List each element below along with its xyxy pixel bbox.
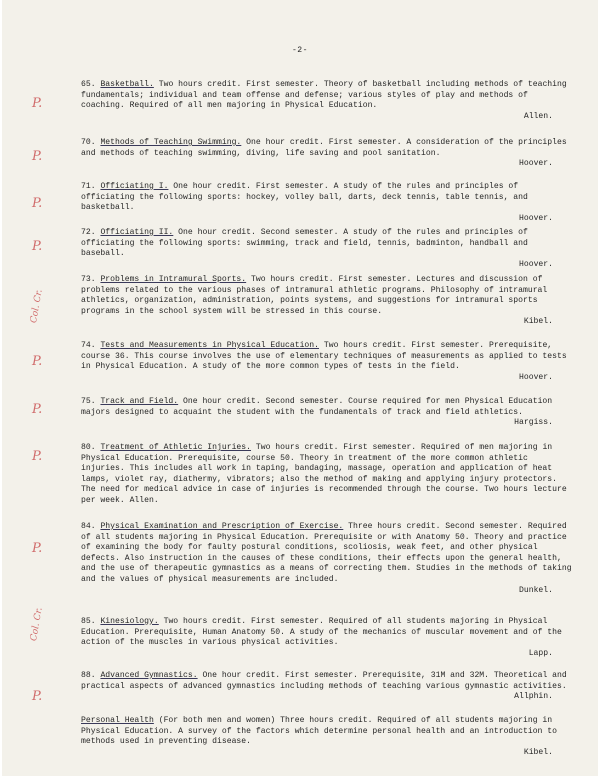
course-description: Two hours credit. First semester. Lectures and discussion of problems related to the various phases of intramural athletic programs. Philosophy of intramural athletics, organization, administration, points systems, and suggestions for intramural sports programs in the school system will be stressed in this course.	[81, 275, 548, 316]
course-entry	[81, 522, 573, 596]
course-entry	[81, 617, 573, 659]
margin-mark: Col. Cr.	[28, 288, 45, 324]
course-title: Physical Examination and Prescription of Exercise.	[100, 522, 344, 531]
course-title: Treatment of Athletic Injuries.	[100, 443, 252, 452]
margin-mark: P.	[32, 196, 43, 211]
course-number: 84.	[81, 522, 96, 531]
course-number: 71.	[81, 182, 96, 191]
course-instructor: Kibel.	[523, 317, 553, 327]
margin-mark: P.	[32, 96, 43, 111]
margin-mark: Col. Cr.	[28, 606, 45, 642]
course-entry	[81, 397, 573, 429]
margin-mark: P.	[32, 402, 43, 417]
margin-mark: P.	[32, 541, 43, 556]
course-title: Track and Field.	[100, 397, 179, 406]
course-number: 73.	[81, 275, 96, 284]
course-number: 72.	[81, 228, 96, 237]
document-page	[2, 0, 598, 776]
course-entry	[81, 182, 573, 224]
course-description: One hour credit. Second semester. A study of the rules and principles of officiating the following sports: swimming, track and field, tennis, badminton, handball and baseball.	[81, 228, 528, 259]
course-entry	[81, 443, 573, 507]
course-description: One hour credit. First semester. A consideration of the principles and methods of teaching swimming, diving, life saving and pool sanitation.	[81, 138, 567, 158]
margin-mark: P.	[32, 449, 43, 464]
course-entry	[81, 275, 573, 328]
margin-mark: P.	[32, 149, 43, 164]
course-instructor: Hoover.	[519, 372, 553, 382]
margin-mark: P.	[32, 689, 43, 704]
course-instructor: Hoover.	[519, 213, 553, 223]
course-title: Advanced Gymnastics.	[100, 671, 198, 680]
course-title: Methods of Teaching Swimming.	[100, 138, 242, 147]
course-title: Personal Health	[81, 716, 154, 725]
course-instructor: Dunkel.	[519, 585, 553, 595]
course-description: Two hours credit. First semester. Prerequisite, course 36. This course involves the use of elementary techniques of measurements as applied to tests in Physical Education. A study of the more common types of tests in the field.	[81, 341, 567, 372]
course-description: (For both men and women) Three hours credit. Required of all students majoring in Physical Education. A survey of the factors which determine personal health and an introduction to methods used in preventing disease.	[81, 716, 557, 747]
course-entry	[81, 716, 573, 758]
course-instructor: Hoover.	[519, 259, 553, 269]
course-instructor: Allen.	[523, 111, 553, 121]
course-title: Kinesiology.	[100, 617, 159, 626]
course-entry	[81, 341, 573, 383]
course-number: 74.	[81, 341, 96, 350]
course-instructor: Allphin.	[514, 692, 553, 702]
course-entry	[81, 138, 573, 170]
course-entry	[81, 671, 573, 703]
course-description: Two hours credit. First semester. Required of men majoring in Physical Education. Prerequisite, course 50. Theory in treatment of the more common athletic injuries. This includes all work in taping, bandaging, massage, operation and application of heat lamps, violet ray, diathermy, vibrators; also the method of making and applying injury protectors. The need for medical advice in case of injuries is recommended through the course. Two hours lecture per week. Allen.	[81, 443, 567, 505]
course-entry	[81, 80, 573, 122]
course-description: Two hours credit. First semester. Required of all students majoring in Physical Education. Prerequisite, Human Anatomy 50. A study of the mechanics of muscular movement and of the action of the muscles in various physical activities.	[81, 617, 562, 648]
course-number: 85.	[81, 617, 96, 626]
course-title: Basketball.	[100, 80, 154, 89]
course-title: Tests and Measurements in Physical Education.	[100, 341, 320, 350]
page-number: -2-	[291, 46, 309, 55]
margin-mark: P.	[32, 354, 43, 369]
course-description: One hour credit. First semester. Prerequisite, 31M and 32M. Theoretical and practical aspects of advanced gymnastics including methods of teaching various gymnastic activities.	[81, 671, 567, 691]
course-description: Three hours credit. Second semester. Required of all students majoring in Physical Education. Prerequisite or with Anatomy 50. Theory and practice of examining the body for faulty postural conditions, scoliosis, weak feet, and other physical defects. Also instruction in the causes of these conditions, their effects upon the general health, and the use of therapeutic gymnastics as a means of correcting them. Studies in the methods of taking and the values of physical measurements are included.	[81, 522, 572, 584]
margin-mark: P.	[32, 239, 43, 254]
course-number: 88.	[81, 671, 96, 680]
course-number: 65.	[81, 80, 96, 89]
course-description: Two hours credit. First semester. Theory of basketball including methods of teaching fundamentals; individual and team offense and defense; various styles of play and methods of coaching. Required of all men majoring in Physical Education.	[81, 80, 567, 111]
course-instructor: Hoover.	[519, 159, 553, 169]
course-description: One hour credit. First semester. A study of the rules and principles of officiating the following sports: hockey, volley ball, darts, deck tennis, table tennis, and basketball.	[81, 182, 528, 213]
course-title: Officiating I.	[100, 182, 169, 191]
course-number: 70.	[81, 138, 96, 147]
course-number: 75.	[81, 397, 96, 406]
course-instructor: Kibel.	[523, 747, 553, 757]
course-number: 80.	[81, 443, 96, 452]
course-entry	[81, 228, 573, 270]
course-title: Officiating II.	[100, 228, 174, 237]
course-instructor: Lapp.	[528, 648, 553, 658]
course-description: One hour credit. Second semester. Course required for men Physical Education majors designed to acquaint the student with the fundamentals of track and field athletics.	[81, 397, 553, 417]
course-instructor: Hargiss.	[514, 418, 553, 428]
course-title: Problems in Intramural Sports.	[100, 275, 247, 284]
